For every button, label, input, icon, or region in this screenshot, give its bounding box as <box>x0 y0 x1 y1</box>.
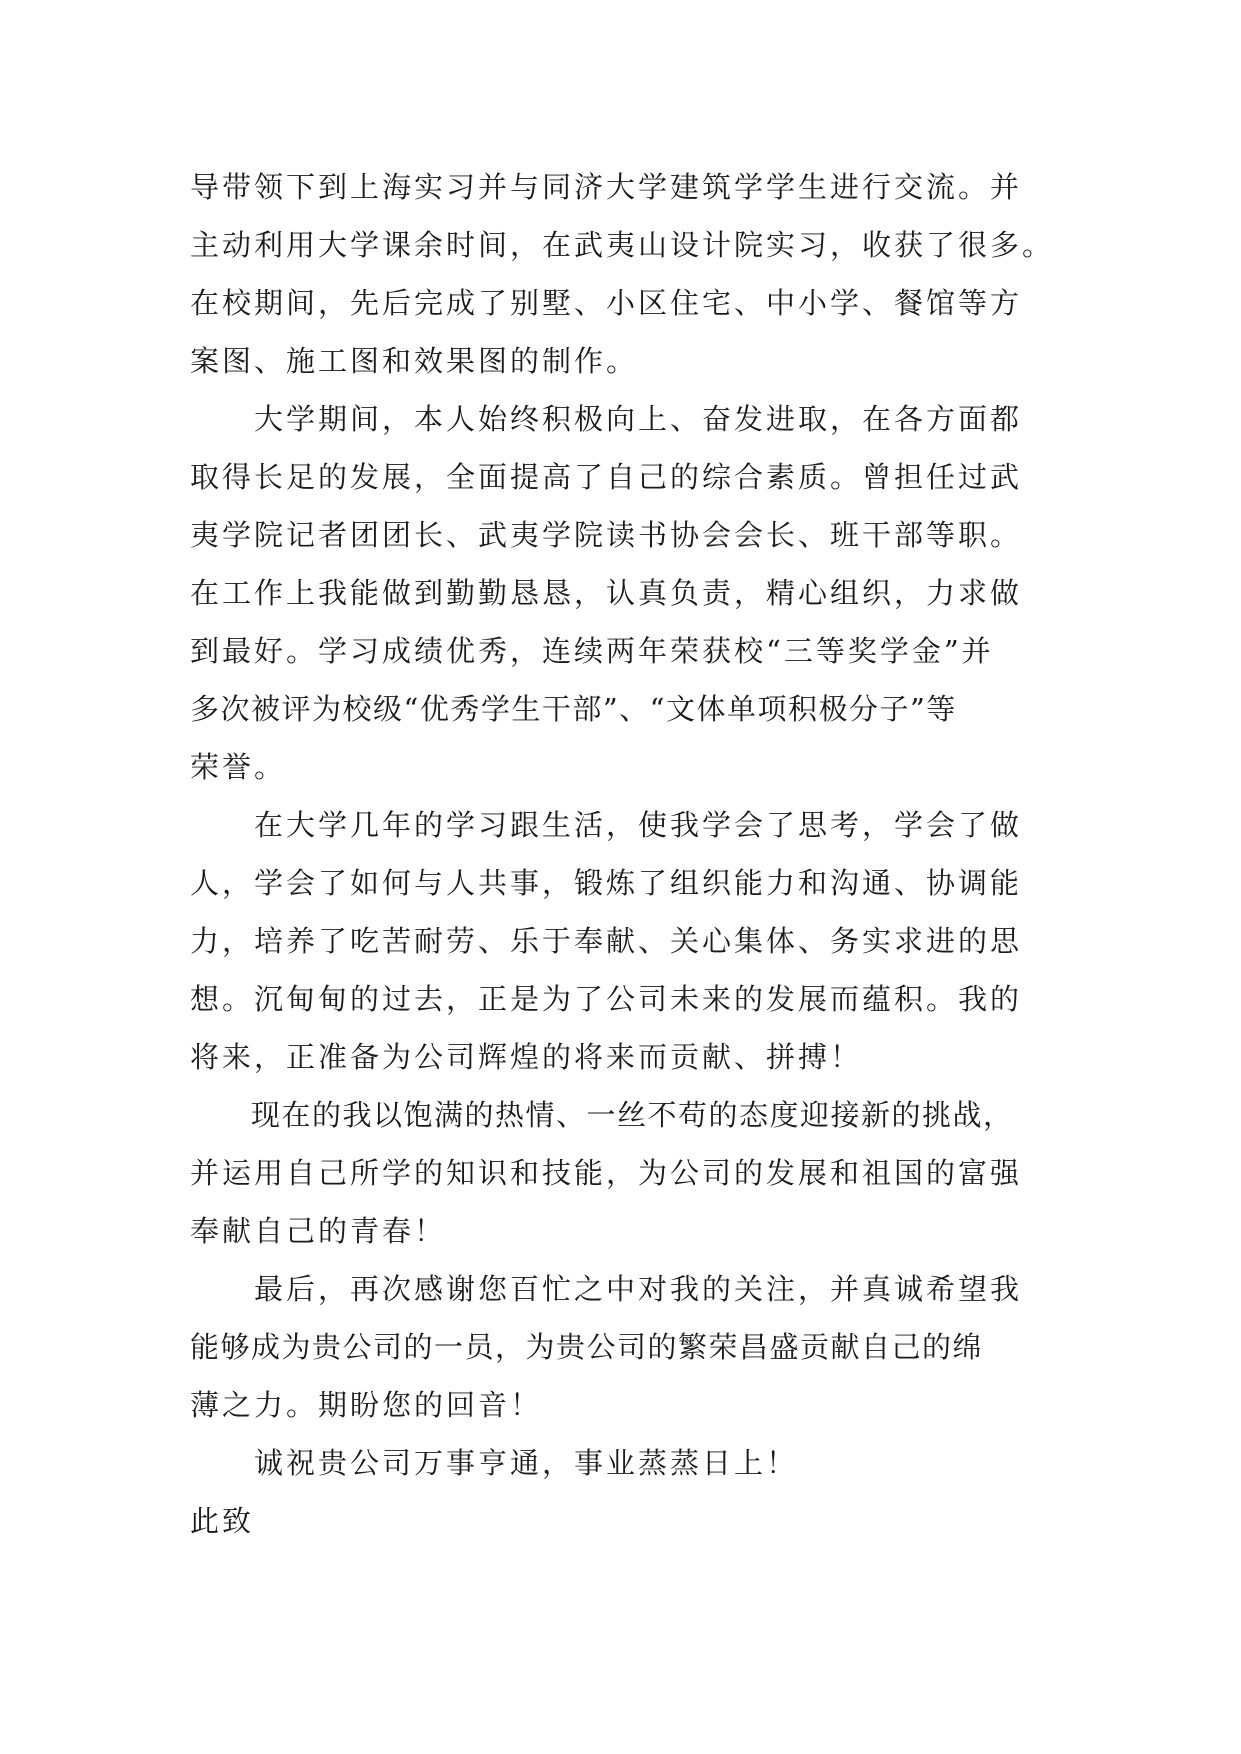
text-line: 荣誉。 <box>190 750 287 784</box>
text-line: 在工作上我能做到勤勤恳恳，认真负责，精心组织，力求做 <box>190 576 1023 610</box>
text-line: 大学期间，本人始终积极向上、奋发进取，在各方面都 <box>190 402 1023 436</box>
text-line: 将来，正准备为公司辉煌的将来而贡献、拼搏！ <box>190 1040 863 1074</box>
text-line: 最后，再次感谢您百忙之中对我的关注，并真诚希望我 <box>190 1272 1023 1306</box>
text-line: 能够成为贵公司的一员，为贵公司的繁荣昌盛贡献自己的绵 <box>190 1330 984 1364</box>
text-line: 人，学会了如何与人共事，锻炼了组织能力和沟通、协调能 <box>190 866 1023 900</box>
text-line: 想。沉甸甸的过去，正是为了公司未来的发展而蕴积。我的 <box>190 982 1023 1016</box>
text-line: 案图、施工图和效果图的制作。 <box>190 344 639 378</box>
text-line: 现在的我以饱满的热情、一丝不苟的态度迎接新的挑战， <box>190 1098 1014 1132</box>
text-line: 力，培养了吃苦耐劳、乐于奉献、关心集体、务实求进的思 <box>190 924 1023 958</box>
text-line: 取得长足的发展，全面提高了自己的综合素质。曾担任过武 <box>190 460 1023 494</box>
text-line: 主动利用大学课余时间，在武夷山设计院实习，收获了很多。 <box>190 228 1055 262</box>
text-line: 多次被评为校级“优秀学生干部”、“文体单项积极分子”等 <box>190 692 957 726</box>
text-line: 诚祝贵公司万事亨通，事业蒸蒸日上！ <box>190 1446 799 1480</box>
text-line: 在校期间，先后完成了别墅、小区住宅、中小学、餐馆等方 <box>190 286 1023 320</box>
text-line: 到最好。学习成绩优秀，连续两年荣获校“三等奖学金”并 <box>190 634 994 668</box>
text-line: 薄之力。期盼您的回音！ <box>190 1388 543 1422</box>
text-line: 奉献自己的青春！ <box>190 1214 447 1248</box>
text-line: 夷学院记者团团长、武夷学院读书协会会长、班干部等职。 <box>190 518 1023 552</box>
text-line: 并运用自己所学的知识和技能，为公司的发展和祖国的富强 <box>190 1156 1023 1190</box>
text-line: 在大学几年的学习跟生活，使我学会了思考，学会了做 <box>190 808 1023 842</box>
letter-body <box>190 158 1065 1550</box>
text-line: 导带领下到上海实习并与同济大学建筑学学生进行交流。并 <box>190 170 1023 204</box>
closing-salutation: 此致 <box>190 1504 255 1538</box>
